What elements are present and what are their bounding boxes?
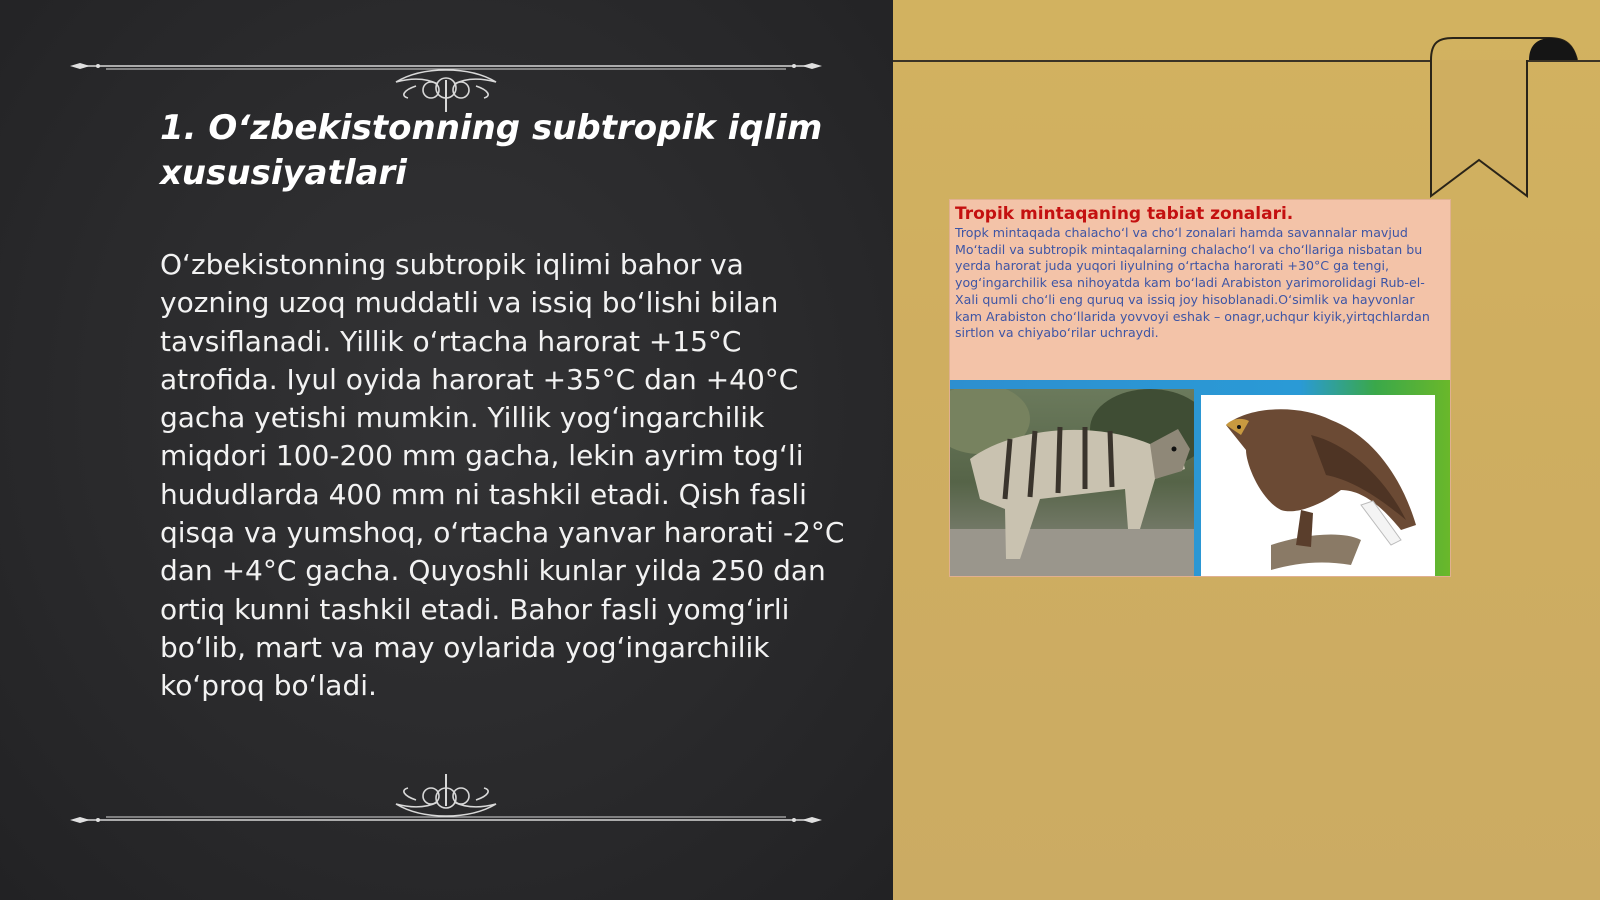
ornamental-divider-bottom-icon	[66, 770, 826, 830]
bookmark-ribbon-icon	[1429, 36, 1579, 198]
photo-strip	[950, 380, 1450, 576]
eagle-photo-icon	[1201, 395, 1435, 576]
card-title: Tropik mintaqaning tabiat zonalari.	[955, 204, 1294, 224]
info-card	[950, 200, 1450, 576]
slide-body-text: O‘zbekistonning subtropik iqlimi bahor va yozning uzoq muddatli va issiq bo‘lishi bilan tavsiflanadi. Yillik o‘rtacha harorat +15°C atrofida. Iyul oyida harorat +35°C dan +40°C gacha yetishi mumkin. Yillik yog‘ingarchilik miqdori 100-200 mm gacha, lekin ayrim tog‘li hududlarda 400 mm ni tashkil etadi. Qish fasli qisqa va yumshoq, o‘rtacha yanvar harorati -2°C dan +4°C gacha. Quyoshli kunlar yilda 250 dan ortiq kunni tashkil etadi. Bahor fasli yomg‘irli bo‘lib, mart va may oylarida yog‘ingarchilik ko‘proq bo‘ladi.	[160, 248, 845, 703]
slide-title: 1. O‘zbekistonning subtropik iqlim xususiyatlari	[160, 108, 823, 193]
hyena-photo-icon	[950, 389, 1194, 576]
card-text: Tropk mintaqada chalacho‘l va cho‘l zonalari hamda savannalar mavjud Mo‘tadil va subtropik mintaqalarning chalacho‘l va cho‘llariga nisbatan bu yerda harorat juda yuqori Iiyulning o‘rtacha harorati +30°C ga tengi, yog‘ingarchilik esa nihoyatda kam bo‘ladi Arabiston yarimorolidagi Rub-el-Xali qumli cho‘li eng quruq va issiq joy hisoblanadi.O‘simlik va hayvonlar kam Arabiston cho‘llarida yovvoyi eshak – onagr,uchqur kiyik,yirtqchlardan sirtlon va chiyabo‘rilar uchraydi.	[955, 225, 1430, 341]
